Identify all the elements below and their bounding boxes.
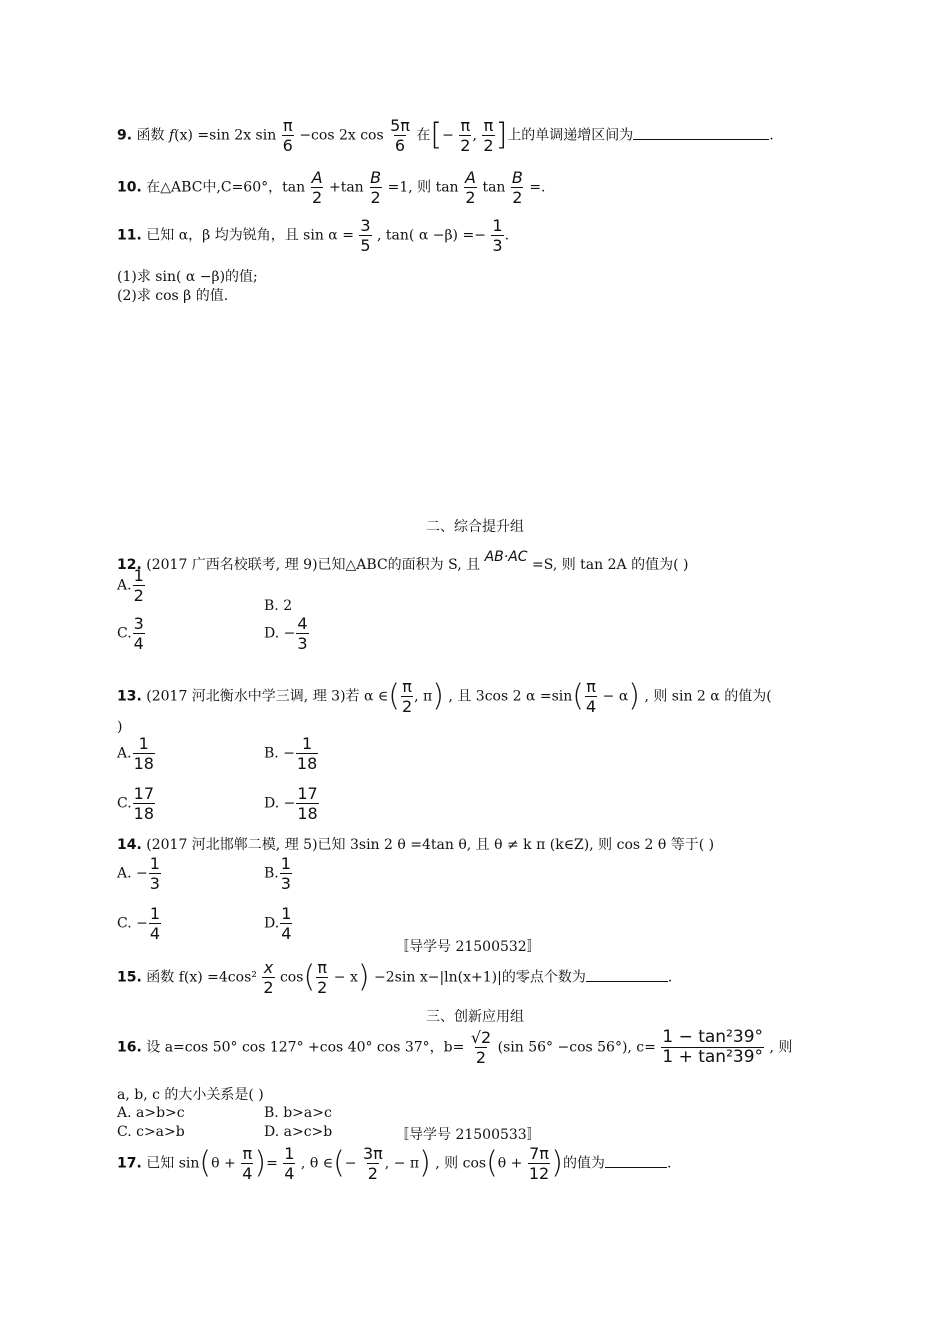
question-14: [117, 836, 714, 854]
q9-fx: f: [168, 127, 175, 144]
left-paren: (: [303, 959, 316, 995]
left-paren: (: [333, 1145, 345, 1181]
q16-text-a: 设 a=cos 50° cos 127° +cos 40° cos 37°，b=: [146, 1039, 465, 1056]
question-number: 15.: [117, 969, 142, 986]
right-bracket: ]: [495, 117, 508, 153]
q15-minus: − x: [329, 969, 358, 986]
q14-text-a: (2017 河北邯郸二模, 理 5)已知 3sin 2 θ =4tan θ, 且 θ ≠ k π (k∈Z), 则 cos 2 θ 等于( ): [146, 837, 715, 853]
option-frac: $\frac{17}{18}$: [133, 784, 155, 823]
q11-text-a: 已知 α，β 均为锐角，且 sin α =: [146, 227, 354, 244]
q16-option-d[interactable]: D. a>c>b: [264, 1124, 333, 1140]
option-frac: $\frac{1}{18}$: [133, 734, 154, 773]
q13-text-c: , 则 sin 2 α 的值为(: [644, 688, 772, 705]
section-title-3: 三、创新应用组: [426, 1009, 524, 1025]
q10-tan: tan: [482, 179, 506, 196]
q12-option-c[interactable]: [117, 614, 146, 653]
q11-frac-1: $\frac{3}{5}$: [360, 216, 371, 255]
q15-frac-2: $\frac{\pi}{2}$: [317, 958, 328, 997]
q9-frac-3: $\frac{\pi}{2}$: [460, 116, 471, 155]
option-label: D. −: [264, 795, 296, 812]
option-frac: $\frac{1}{3}$: [149, 854, 160, 893]
q16-option-c[interactable]: C. c>a>b: [117, 1124, 185, 1140]
q16-option-a[interactable]: A. a>b>c: [117, 1105, 185, 1121]
q9-text-a: 函数: [136, 127, 169, 144]
q11-text-b: , tan( α −β) =−: [377, 227, 486, 244]
left-bracket: [: [430, 117, 443, 153]
q10-frac-1: $\frac{A}{2}$: [311, 168, 323, 207]
question-number: 12.: [117, 557, 142, 573]
option-frac: $\frac{3}{4}$: [133, 614, 144, 653]
question-9: [117, 116, 774, 155]
q14-option-d[interactable]: [264, 904, 293, 943]
left-paren: (: [486, 1145, 498, 1181]
q9-interval-minus: −: [442, 127, 454, 144]
q9-frac-1: $\frac{\pi}{6}$: [282, 116, 293, 155]
option-label: C. −: [117, 915, 148, 932]
question-number: 10.: [117, 179, 142, 196]
q15-frac-1: $\frac{x}{2}$: [263, 958, 274, 997]
q17-text-c: , 则 cos: [435, 1155, 487, 1172]
left-paren: (: [572, 678, 584, 714]
q10-end: =.: [529, 179, 546, 196]
guide-number-ref: 〚导学号 21500532〛: [395, 939, 541, 955]
q13-frac-2: $\frac{\pi}{4}$: [586, 677, 597, 716]
q9-frac-2: $\frac{5\pi}{6}$: [390, 116, 410, 155]
option-frac: $\frac{17}{18}$: [297, 784, 318, 823]
q13-option-c[interactable]: [117, 784, 156, 823]
option-frac: $\frac{1}{18}$: [296, 734, 318, 773]
q11-sub-1: (1)求 sin( α −β)的值;: [117, 269, 258, 285]
q12-option-b[interactable]: B. 2: [264, 598, 293, 614]
q13-frac-1: $\frac{\pi}{2}$: [401, 677, 413, 716]
question-number: 11.: [117, 227, 142, 244]
question-12: [117, 548, 688, 574]
q12-text-b: =S, 则 tan 2A 的值为( ): [532, 557, 689, 573]
q17-text-b: , θ ∈: [300, 1155, 334, 1172]
q11-frac-2: $\frac{1}{3}$: [492, 216, 503, 255]
q10-plus: +tan: [328, 179, 364, 196]
answer-blank[interactable]: [633, 127, 769, 140]
option-label: B.: [264, 865, 279, 882]
q9-frac-4: $\frac{\pi}{2}$: [483, 116, 494, 155]
q16-text-c: , 则: [769, 1039, 793, 1056]
section-title-2: 二、综合提升组: [426, 519, 524, 535]
option-frac: $\frac{4}{3}$: [297, 614, 308, 653]
q11-end: .: [504, 227, 510, 244]
q16-text-b: (sin 56° −cos 56°), c=: [497, 1039, 656, 1056]
q13-option-b[interactable]: [264, 734, 319, 773]
q17-interval-minus: −: [344, 1155, 361, 1172]
q17-theta-2: θ +: [497, 1155, 527, 1172]
q9-end: .: [769, 127, 774, 144]
option-label: C.: [117, 625, 132, 642]
right-paren: ): [551, 1145, 563, 1181]
q9-text-e: 上的单调递增区间为: [507, 127, 634, 144]
option-label: D. −: [264, 625, 296, 642]
right-paren: ): [357, 959, 370, 995]
option-label: A.: [117, 745, 132, 762]
q14-option-b[interactable]: [264, 854, 293, 893]
q17-frac-3: $\frac{3\pi}{2}$: [362, 1144, 383, 1183]
option-frac: $\frac{1}{4}$: [281, 904, 292, 943]
q10-frac-3: $\frac{A}{2}$: [465, 168, 476, 207]
q17-frac-1: $\frac{\pi}{4}$: [242, 1144, 253, 1183]
option-label: A. −: [117, 865, 148, 882]
option-frac: $\frac{1}{2}$: [133, 566, 144, 605]
q17-frac-2: $\frac{1}{4}$: [284, 1144, 295, 1183]
q16-frac-2: $\frac{\text{1 − tan²39°}}{\text{1 + tan²39°}}$: [662, 1027, 764, 1067]
question-13: [117, 677, 772, 716]
q9-comma: ,: [472, 127, 477, 144]
q15-text-c: −2sin x−|ln(x+1)|的零点个数为: [374, 969, 586, 986]
q12-option-a[interactable]: [117, 566, 146, 605]
q14-option-a[interactable]: [117, 854, 162, 893]
q13-text-a: (2017 河北衡水中学三调, 理 3)若 α ∈: [146, 688, 389, 705]
q17-end: .: [666, 1155, 672, 1172]
question-number: 17.: [117, 1155, 142, 1172]
q10-text-b: =1, 则 tan: [387, 179, 459, 196]
answer-blank[interactable]: [586, 969, 668, 982]
right-paren: ): [254, 1145, 267, 1181]
option-frac: $\frac{1}{3}$: [280, 854, 291, 893]
q12-text-a: (2017 广西名校联考, 理 9)已知△ABC的面积为 S, 且: [146, 557, 481, 573]
option-label: C.: [117, 795, 132, 812]
option-label: A.: [117, 577, 132, 594]
question-10: [117, 168, 546, 207]
q15-text-b: cos: [279, 969, 304, 986]
left-paren: (: [388, 678, 400, 714]
right-paren: ): [432, 678, 444, 714]
q10-frac-4: $\frac{B}{2}$: [511, 168, 523, 207]
left-paren: (: [199, 1145, 212, 1181]
right-paren: ): [419, 1145, 431, 1181]
option-frac: $\frac{1}{4}$: [149, 904, 161, 943]
q13-minus: − α: [598, 688, 629, 705]
q11-sub-2: (2)求 cos β 的值.: [117, 288, 229, 304]
question-number: 13.: [117, 688, 142, 705]
right-paren: ): [628, 678, 640, 714]
q16-line-2: a, b, c 的大小关系是( ): [117, 1087, 264, 1103]
question-number: 9.: [117, 127, 133, 144]
q14-option-c[interactable]: [117, 904, 162, 943]
q17-theta-1: θ +: [211, 1155, 241, 1172]
q13-pi: , π: [414, 688, 433, 705]
guide-number-ref: 〚导学号 21500533〛: [395, 1127, 541, 1143]
q17-interval-end: , − π: [384, 1155, 420, 1172]
q15-end: .: [667, 969, 673, 986]
question-17: [117, 1144, 671, 1183]
question-11: [117, 216, 509, 255]
option-label: B. −: [264, 745, 295, 762]
q12-option-d[interactable]: [264, 614, 310, 653]
q9-text-c: −cos 2x cos: [299, 127, 384, 144]
q17-frac-4: $\frac{7\pi}{12}$: [528, 1144, 550, 1183]
q9-text-d: 在: [416, 127, 431, 144]
answer-blank[interactable]: [605, 1155, 667, 1168]
question-16: [117, 1028, 792, 1067]
q9-text-b: (x) =sin 2x sin: [174, 127, 277, 144]
q17-text-a: 已知 sin: [146, 1155, 200, 1172]
q13-option-a[interactable]: [117, 734, 156, 773]
q10-frac-2: $\frac{B}{2}$: [370, 168, 382, 207]
question-15: [117, 958, 672, 997]
q10-text-a: 在△ABC中,C=60°，tan: [146, 179, 306, 196]
q17-text-d: 的值为: [562, 1155, 605, 1172]
q13-text-b: , 且 3cos 2 α =sin: [448, 688, 573, 705]
q17-eq: =: [266, 1155, 278, 1172]
option-label: D.: [264, 915, 280, 932]
q13-option-d[interactable]: [264, 784, 320, 823]
q16-option-b[interactable]: B. b>a>c: [264, 1105, 332, 1121]
question-number: 16.: [117, 1039, 142, 1056]
q13-cont: ): [117, 719, 123, 735]
q16-frac-1: $\frac{√2}{2}$: [470, 1028, 492, 1067]
q15-text-a: 函数 f(x) =4cos²: [146, 969, 257, 986]
question-number: 14.: [117, 837, 142, 853]
vector-product: AB·AC: [484, 549, 528, 565]
